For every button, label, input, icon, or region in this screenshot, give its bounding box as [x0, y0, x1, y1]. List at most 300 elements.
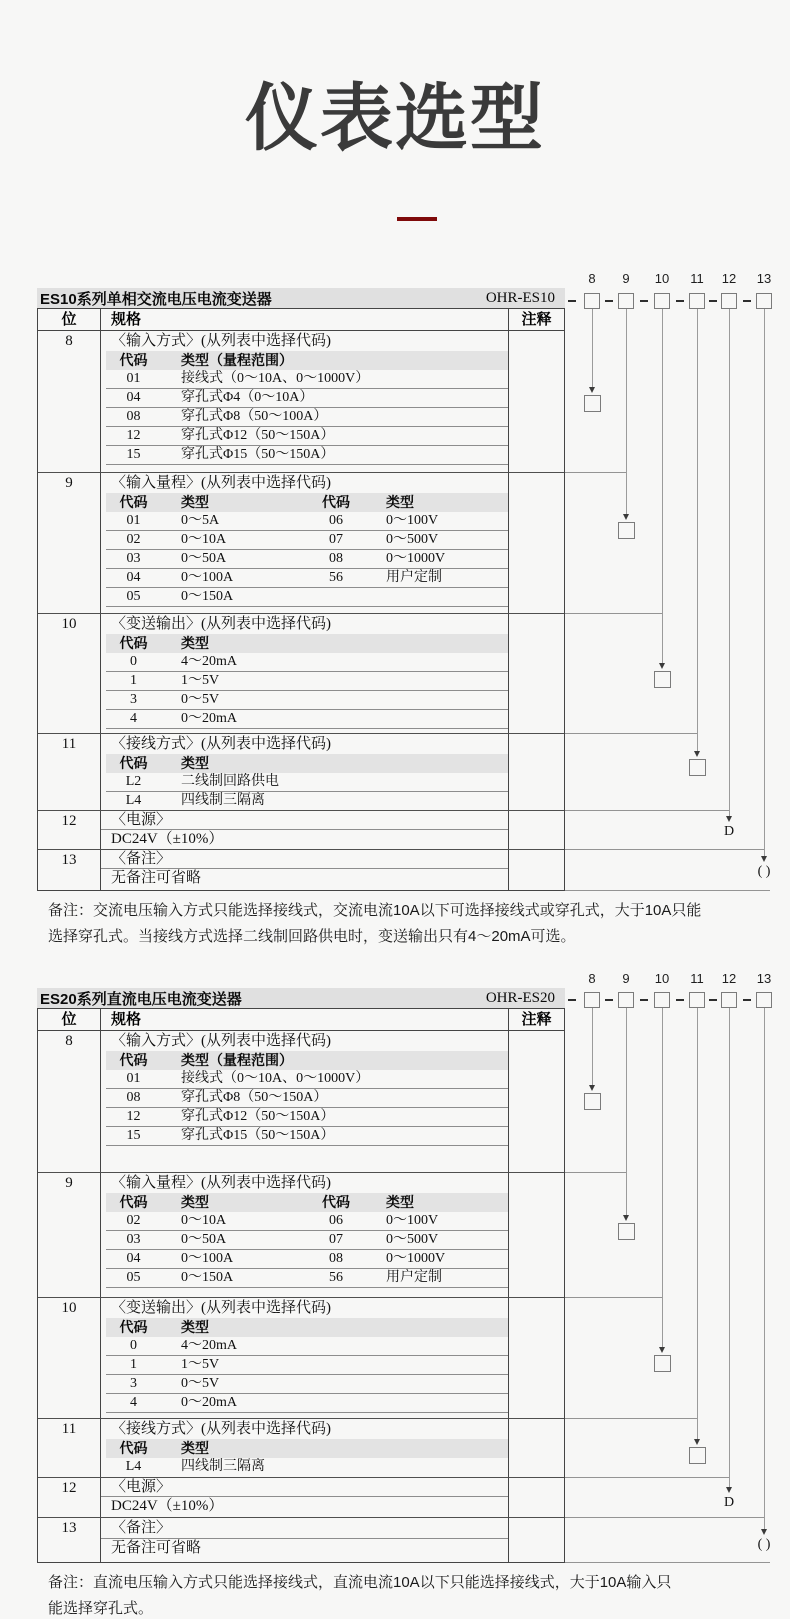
code-cell: 03	[126, 551, 141, 566]
code-row	[106, 1458, 509, 1477]
arrow-down-icon	[761, 856, 767, 862]
type-cell: 4～20mA	[181, 654, 237, 669]
position-digit: 8	[38, 331, 101, 472]
code-row	[106, 370, 509, 389]
spec-cell	[101, 734, 509, 810]
code-row	[106, 1269, 509, 1288]
type-cell: 穿孔式Φ12（50～150A）	[181, 1109, 335, 1124]
spec-line: 无备注可省略	[111, 1540, 202, 1556]
code-header-row	[106, 634, 509, 653]
code-header-cell: 类型	[181, 1319, 209, 1335]
code-row	[106, 1070, 509, 1089]
code-table	[106, 351, 509, 465]
spec-block-9	[38, 473, 564, 614]
code-row	[106, 1250, 509, 1269]
code-row	[106, 1231, 509, 1250]
position-digit: 11	[38, 1419, 101, 1477]
type-cell: 1～5V	[181, 1357, 220, 1372]
code-row	[106, 1394, 509, 1413]
spec-line: 无备注可省略	[111, 870, 202, 886]
spec-line: 〈电源〉	[101, 1478, 508, 1497]
type-cell: 0～500V	[386, 1232, 439, 1247]
code-row	[106, 1375, 509, 1394]
digit-label: 10	[654, 971, 670, 986]
code-row	[106, 408, 509, 427]
code-row	[106, 773, 509, 792]
answer-box	[584, 395, 601, 412]
type-cell: 穿孔式Φ12（50～150A）	[181, 428, 335, 443]
note-cell	[509, 1518, 564, 1562]
note-line: 备注：直流电压输入方式只能选择接线式，直流电流10A以下只能选择接线式，大于10A输入只	[48, 1574, 672, 1591]
digit-label: 12	[721, 971, 737, 986]
answer-box	[689, 759, 706, 776]
page-title: 仪表选型	[245, 78, 545, 159]
code-cell: 04	[126, 570, 141, 585]
type-cell: 0～5V	[181, 692, 220, 707]
digit-label: 11	[690, 971, 704, 986]
spec-cell	[101, 614, 509, 733]
row-connector-line	[565, 1418, 697, 1419]
spec-block-11	[38, 734, 564, 811]
note-cell	[509, 811, 564, 849]
note-cell	[509, 1478, 564, 1517]
table-frame	[37, 308, 565, 891]
digit-box	[756, 992, 772, 1008]
digit-box	[756, 293, 772, 309]
note-cell	[509, 850, 564, 890]
code-table	[106, 1051, 509, 1146]
col-header-position: 位	[38, 1009, 101, 1030]
type-cell: 穿孔式Φ4（0～10A）	[181, 390, 314, 405]
digit-box	[721, 992, 737, 1008]
note-cell	[509, 1298, 564, 1418]
type-cell: 0～150A	[181, 589, 234, 604]
arrow-down-icon	[623, 514, 629, 520]
code-header-cell: 类型	[181, 755, 209, 771]
type-cell: 0～5V	[181, 1376, 220, 1391]
code-cell: 1	[130, 1357, 137, 1372]
type-cell: 接线式（0～10A、0～1000V）	[181, 371, 370, 386]
spec-block-9	[38, 1173, 564, 1298]
row-connector-line	[565, 613, 662, 614]
arrow-down-icon	[659, 1347, 665, 1353]
spec-cell	[101, 811, 509, 849]
column-header-row	[38, 309, 564, 331]
series-band	[37, 988, 565, 1008]
digit-box	[654, 293, 670, 309]
answer-box	[654, 1355, 671, 1372]
position-digit: 13	[38, 1518, 101, 1562]
type-cell: 0～10A	[181, 532, 227, 547]
code-table	[106, 493, 509, 607]
code-row	[106, 691, 509, 710]
block-title: 〈输入量程〉(从列表中选择代码)	[111, 475, 331, 491]
selection-table-es20	[37, 988, 565, 1563]
code-cell: 56	[329, 1270, 343, 1285]
selection-line	[697, 1008, 698, 1440]
digit-label: 8	[588, 271, 596, 286]
digit-label: 13	[756, 971, 772, 986]
note-cell	[509, 473, 564, 613]
spec-block-13	[38, 1518, 564, 1562]
code-cell: 12	[126, 1109, 141, 1124]
code-row	[106, 1356, 509, 1375]
code-header-cell: 代码	[322, 494, 350, 510]
note-cell	[509, 734, 564, 810]
code-cell: 07	[329, 532, 343, 547]
type-cell: 二线制回路供电	[181, 774, 279, 789]
selection-line	[592, 309, 593, 388]
code-table	[106, 1318, 509, 1413]
code-cell: 0	[130, 654, 137, 669]
code-cell: 08	[329, 1251, 343, 1266]
spec-block-10	[38, 1298, 564, 1419]
digit-box	[618, 992, 634, 1008]
selection-line	[729, 1008, 730, 1488]
code-row	[106, 531, 509, 550]
model-code: OHR-ES20	[485, 989, 555, 1006]
code-cell: 04	[126, 390, 141, 405]
selection-line	[662, 1008, 663, 1348]
code-cell: 06	[329, 1213, 343, 1228]
digit-box	[618, 293, 634, 309]
row-connector-line	[565, 1517, 764, 1518]
spec-line: 〈电源〉	[101, 811, 508, 830]
position-digit: 10	[38, 1298, 101, 1418]
code-cell: 05	[126, 1270, 141, 1285]
digit-box	[654, 992, 670, 1008]
type-cell: 穿孔式Φ8（50～150A）	[181, 1090, 328, 1105]
selection-line	[626, 309, 627, 515]
code-cell: 12	[126, 428, 141, 443]
code-row	[106, 792, 509, 810]
code-cell: 3	[130, 1376, 137, 1391]
code-cell: L4	[125, 793, 142, 808]
dash-separator	[676, 999, 684, 1001]
code-cell: 05	[126, 589, 141, 604]
type-cell: 接线式（0～10A、0～1000V）	[181, 1071, 370, 1086]
type-cell: 四线制三隔离	[181, 793, 265, 808]
type-cell: 0～100A	[181, 570, 234, 585]
code-cell: 01	[126, 371, 141, 386]
spec-block-8	[38, 1031, 564, 1173]
note-paragraph-es20	[48, 1570, 762, 1619]
answer-text: ( )	[757, 864, 771, 879]
arrow-down-icon	[589, 387, 595, 393]
code-header-cell: 代码	[119, 755, 148, 771]
block-title: 〈输入量程〉(从列表中选择代码)	[111, 1175, 331, 1191]
code-header-cell: 代码	[322, 1194, 350, 1210]
spec-cell	[101, 473, 509, 613]
digit-box	[689, 293, 705, 309]
code-header-cell: 类型（量程范围）	[181, 1052, 293, 1068]
code-header-row	[106, 1439, 509, 1458]
spec-block-10	[38, 614, 564, 734]
spec-line: DC24V（±10%）	[111, 831, 224, 847]
type-cell: 0～20mA	[181, 711, 237, 726]
type-cell: 1～5V	[181, 673, 220, 688]
dash-separator	[709, 999, 717, 1001]
note-cell	[509, 331, 564, 472]
answer-text: D	[723, 1495, 735, 1510]
note-line: 能选择穿孔式。	[48, 1600, 154, 1617]
spec-cell	[101, 1419, 509, 1477]
note-cell	[509, 1031, 564, 1172]
type-cell	[366, 588, 509, 606]
digit-label: 12	[721, 271, 737, 286]
answer-box	[618, 1223, 635, 1240]
col-header-note: 注释	[521, 311, 552, 328]
row-connector-line	[565, 1477, 729, 1478]
code-row	[106, 1127, 509, 1146]
spec-cell	[101, 1298, 509, 1418]
dash-separator	[605, 300, 613, 302]
code-header-cell: 代码	[119, 1440, 148, 1456]
arrow-down-icon	[694, 1439, 700, 1445]
type-cell: 0～500V	[386, 532, 439, 547]
spec-line: 〈备注〉	[101, 850, 508, 869]
answer-box	[618, 522, 635, 539]
table-bottom-extension-line	[565, 890, 770, 891]
note-cell	[509, 614, 564, 733]
spec-block-12	[38, 1478, 564, 1518]
position-digit: 9	[38, 473, 101, 613]
spec-cell	[101, 1478, 509, 1517]
digit-label: 11	[690, 271, 704, 286]
code-header-cell: 类型	[386, 1194, 414, 1210]
digit-box	[584, 992, 600, 1008]
position-digit: 11	[38, 734, 101, 810]
table-bottom-extension-line	[565, 1562, 770, 1563]
type-cell: 0～100V	[386, 513, 439, 528]
note-paragraph-es10	[48, 898, 762, 950]
title-accent-dash	[397, 217, 437, 221]
code-cell: 08	[329, 551, 343, 566]
code-header-cell: 代码	[119, 1319, 148, 1335]
digit-label: 9	[622, 271, 630, 286]
spec-block-8	[38, 331, 564, 473]
digit-label: 10	[654, 271, 670, 286]
code-table	[106, 754, 509, 810]
selection-line	[764, 1008, 765, 1530]
spec-block-11	[38, 1419, 564, 1478]
code-row	[106, 550, 509, 569]
col-header-position: 位	[38, 309, 101, 330]
note-line: 备注：交流电压输入方式只能选择接线式，交流电流10A以下可选择接线式或穿孔式，大于10A只能	[48, 902, 702, 919]
code-header-cell: 代码	[119, 1194, 148, 1210]
position-digit: 8	[38, 1031, 101, 1172]
selection-line	[626, 1008, 627, 1216]
dash-separator	[676, 300, 684, 302]
digit-label: 13	[756, 271, 772, 286]
answer-text: ( )	[757, 1537, 771, 1552]
spec-cell	[101, 1173, 509, 1297]
code-header-cell: 类型	[181, 494, 209, 510]
type-cell: 用户定制	[386, 1270, 442, 1285]
arrow-down-icon	[659, 663, 665, 669]
arrow-down-icon	[761, 1529, 767, 1535]
column-header-row	[38, 1009, 564, 1031]
block-title: 〈变送输出〉(从列表中选择代码)	[111, 616, 331, 632]
code-cell: 0	[130, 1338, 137, 1353]
spec-cell	[101, 1031, 509, 1172]
arrow-down-icon	[623, 1215, 629, 1221]
row-connector-line	[565, 472, 626, 473]
code-cell: 06	[329, 513, 343, 528]
series-name: ES10系列单相交流电压电流变送器	[40, 290, 272, 308]
block-title: 〈变送输出〉(从列表中选择代码)	[111, 1300, 331, 1316]
spec-cell	[101, 1518, 509, 1562]
row-connector-line	[565, 849, 764, 850]
arrow-down-icon	[726, 1487, 732, 1493]
dash-separator	[743, 300, 751, 302]
code-header-row	[106, 1051, 509, 1070]
digit-label: 8	[588, 971, 596, 986]
spec-block-12	[38, 811, 564, 850]
selection-line	[662, 309, 663, 664]
code-row	[106, 446, 509, 465]
type-cell: 0～150A	[181, 1270, 234, 1285]
spec-line: DC24V（±10%）	[111, 1498, 224, 1514]
code-header-cell: 代码	[119, 494, 148, 510]
note-cell	[509, 1173, 564, 1297]
spec-block-13	[38, 850, 564, 890]
selection-line	[592, 1008, 593, 1086]
col-header-spec: 规格	[101, 1009, 509, 1030]
position-digit: 12	[38, 811, 101, 849]
type-cell: 穿孔式Φ8（50～100A）	[181, 409, 328, 424]
type-cell: 4～20mA	[181, 1338, 237, 1353]
selection-line	[729, 309, 730, 817]
code-table	[106, 1193, 509, 1288]
row-connector-line	[565, 810, 729, 811]
table-body	[38, 1031, 564, 1562]
code-header-cell: 代码	[119, 635, 148, 651]
code-header-cell: 代码	[119, 1052, 148, 1068]
digit-box	[584, 293, 600, 309]
digit-label: 9	[622, 971, 630, 986]
code-row	[106, 588, 509, 607]
dash-separator	[640, 999, 648, 1001]
block-title: 〈接线方式〉(从列表中选择代码)	[111, 736, 331, 752]
dash-separator	[568, 300, 576, 302]
code-row	[106, 653, 509, 672]
arrow-down-icon	[726, 816, 732, 822]
selection-table-es10	[37, 288, 565, 891]
spec-cell	[101, 850, 509, 890]
code-header-row	[106, 493, 509, 512]
position-digit: 12	[38, 1478, 101, 1517]
code-header-cell: 类型	[386, 494, 414, 510]
answer-box	[584, 1093, 601, 1110]
row-connector-line	[565, 1172, 626, 1173]
model-code: OHR-ES10	[485, 289, 555, 306]
type-cell: 0～100A	[181, 1251, 234, 1266]
series-band	[37, 288, 565, 308]
type-cell: 四线制三隔离	[181, 1459, 265, 1474]
code-cell: 4	[130, 1395, 137, 1410]
table-frame	[37, 1008, 565, 1563]
type-cell: 0～20mA	[181, 1395, 237, 1410]
selection-line	[764, 309, 765, 857]
code-header-cell: 类型（量程范围）	[181, 352, 293, 368]
spec-line: 〈备注〉	[101, 1518, 508, 1539]
digit-box	[721, 293, 737, 309]
code-cell: 04	[126, 1251, 141, 1266]
arrow-down-icon	[589, 1085, 595, 1091]
code-row	[106, 512, 509, 531]
position-digit: 9	[38, 1173, 101, 1297]
code-cell: L2	[125, 774, 142, 789]
code-cell: 03	[126, 1232, 141, 1247]
series-name: ES20系列直流电压电流变送器	[40, 990, 242, 1008]
code-cell	[306, 588, 366, 606]
code-table	[106, 1439, 509, 1477]
type-cell: 0～100V	[386, 1213, 439, 1228]
type-cell: 穿孔式Φ15（50～150A）	[181, 1128, 335, 1143]
code-cell: 1	[130, 673, 137, 688]
code-row	[106, 1212, 509, 1231]
type-cell: 0～50A	[181, 1232, 227, 1247]
dash-separator	[568, 999, 576, 1001]
dash-separator	[640, 300, 648, 302]
type-cell: 穿孔式Φ15（50～150A）	[181, 447, 335, 462]
code-row	[106, 1108, 509, 1127]
type-cell: 0～10A	[181, 1213, 227, 1228]
code-header-cell: 代码	[119, 352, 148, 368]
block-title: 〈接线方式〉(从列表中选择代码)	[111, 1421, 331, 1437]
code-row	[106, 1337, 509, 1356]
code-cell: 15	[126, 447, 141, 462]
block-title: 〈输入方式〉(从列表中选择代码)	[111, 1033, 331, 1049]
code-row	[106, 427, 509, 446]
position-digit: 13	[38, 850, 101, 890]
row-connector-line	[565, 733, 697, 734]
block-title: 〈输入方式〉(从列表中选择代码)	[111, 333, 331, 349]
code-cell: 07	[329, 1232, 343, 1247]
row-connector-line	[565, 1297, 662, 1298]
code-row	[106, 389, 509, 408]
answer-box	[689, 1447, 706, 1464]
code-row	[106, 672, 509, 691]
code-cell: 01	[126, 513, 141, 528]
code-header-row	[106, 1318, 509, 1337]
dash-separator	[709, 300, 717, 302]
code-header-row	[106, 351, 509, 370]
code-cell: 01	[126, 1071, 141, 1086]
type-cell: 0～5A	[181, 513, 220, 528]
code-table	[106, 634, 509, 729]
col-header-note: 注释	[521, 1011, 552, 1028]
answer-text: D	[723, 824, 735, 839]
dash-separator	[605, 999, 613, 1001]
code-row	[106, 569, 509, 588]
note-cell	[509, 1419, 564, 1477]
code-row	[106, 1089, 509, 1108]
code-header-row	[106, 1193, 509, 1212]
code-header-cell: 类型	[181, 635, 209, 651]
type-cell: 用户定制	[386, 570, 442, 585]
code-cell: 02	[126, 532, 141, 547]
spec-cell	[101, 331, 509, 472]
col-header-spec: 规格	[101, 309, 509, 330]
code-cell: 08	[126, 1090, 141, 1105]
code-row	[106, 710, 509, 729]
code-header-cell: 类型	[181, 1440, 209, 1456]
code-cell: 08	[126, 409, 141, 424]
code-cell: 56	[329, 570, 343, 585]
selection-line	[697, 309, 698, 752]
